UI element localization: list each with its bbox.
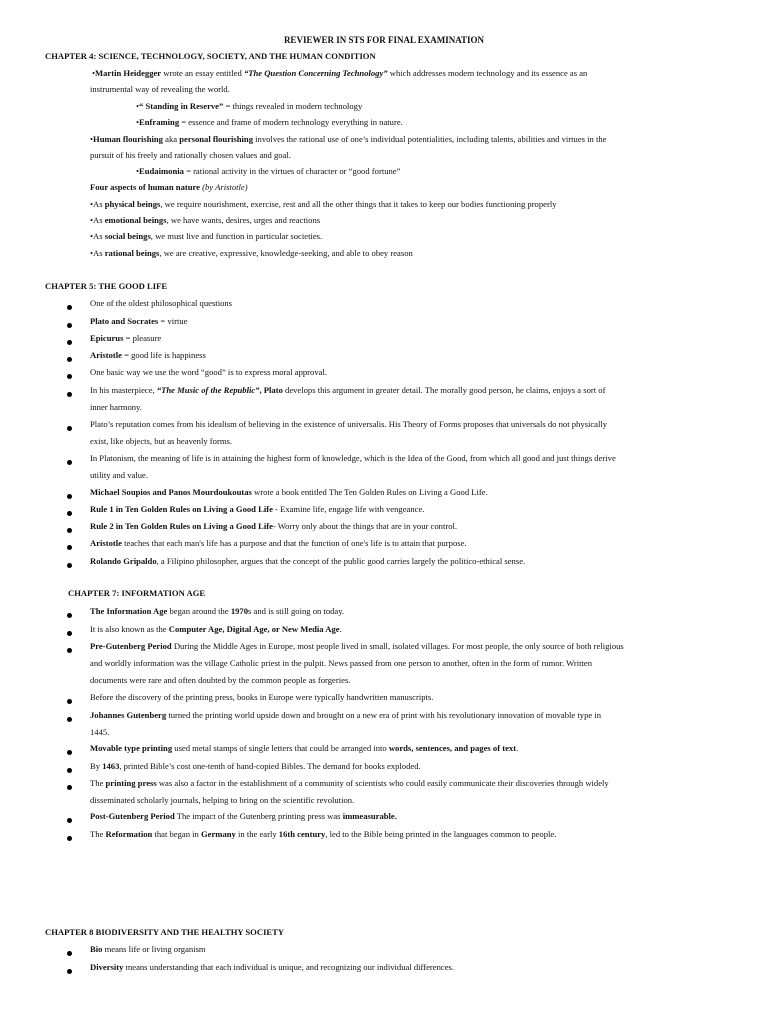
bullet-icon [67,392,72,397]
four-aspects-heading: Four aspects of human nature (by Aristotle) [90,182,248,192]
aspect-physical: •As physical beings, we require nourishment, exercise, rest and all the other things that it takes to keep our bodies functioning properly [90,199,557,209]
list-item-cont: and worldly information was the village Catholic priest in the pulpit. News passed from one person to another, often in the form of rumor. Written [90,658,593,668]
bullet-icon [67,951,72,956]
human-flourishing-line-cont: pursuit of his freely and rationally chosen values and goal. [90,150,291,160]
bullet-icon [67,631,72,636]
list-item: One of the oldest philosophical questions [90,298,233,308]
small-bullet: • [136,101,140,111]
list-item: Plato’s reputation comes from his idealism of believing in the existence of universalis. His Theory of Forms proposes that universals do not physically [90,419,608,429]
small-bullet: • [90,231,94,241]
enframing-line: •Enframing = essence and frame of modern technology everything in nature. [136,117,403,127]
bullet-icon [67,768,72,773]
small-bullet: • [136,166,140,176]
bullet-icon [67,340,72,345]
bullet-icon [67,785,72,790]
list-item: Before the discovery of the printing press, books in Europe were typically handwritten manuscripts. [90,692,434,702]
standing-reserve-line: •“ Standing in Reserve” = things revealed in modern technology [136,101,363,111]
bullet-icon [67,374,72,379]
aspect-emotional: •As emotional beings, we have wants, desires, urges and reactions [90,215,321,225]
list-item: Aristotle = good life is happiness [90,350,206,360]
small-bullet: • [90,134,94,144]
list-item: Plato and Socrates = virtue [90,316,188,326]
chapter-7-heading: CHAPTER 7: INFORMATION AGE [68,588,206,598]
bullet-icon [67,836,72,841]
list-item: By 1463, printed Bible’s cost one-tenth of hand-copied Bibles. The demand for books exploded. [90,761,421,771]
list-item: One basic way we use the word “good” is to express moral approval. [90,367,327,377]
list-item: The Information Age began around the 1970s and is still going on today. [90,606,345,616]
bullet-icon [67,699,72,704]
list-item: It is also known as the Computer Age, Digital Age, or New Media Age. [90,624,342,634]
eudaimonia-line: •Eudaimonia = rational activity in the virtues of character or “good fortune” [136,166,401,176]
bullet-icon [67,305,72,310]
small-bullet: • [90,199,94,209]
small-bullet: • [92,68,96,78]
heidegger-line-cont: instrumental way of revealing the world. [90,84,230,94]
list-item: Movable type printing used metal stamps of single letters that could be arranged into words, sentences, and pages of text. [90,743,519,753]
list-item: Johannes Gutenberg turned the printing world upside down and brought on a new era of print with his revolutionary innovation of movable type in [90,710,602,720]
list-item-cont: inner harmony. [90,402,142,412]
list-item-cont: disseminated scholarly journals, helping to bring on the scientific revolution. [90,795,355,805]
list-item: The printing press was also a factor in the establishment of a community of scientists who could easily communicate their discoveries through widely [90,778,609,788]
list-item: Diversity means understanding that each individual is unique, and recognizing our individual differences. [90,962,455,972]
list-item-cont: utility and value. [90,470,148,480]
human-flourishing-line: •Human flourishing aka personal flourishing involves the rational use of one’s individual potentialities, including talents, abilities and virtues in the [90,134,607,144]
list-item-cont: 1445. [90,727,110,737]
chapter-4-heading: CHAPTER 4: SCIENCE, TECHNOLOGY, SOCIETY, AND THE HUMAN CONDITION [45,51,376,61]
bullet-icon [67,545,72,550]
bullet-icon [67,563,72,568]
small-bullet: • [90,248,94,258]
bullet-icon [67,717,72,722]
bullet-icon [67,750,72,755]
bullet-icon [67,528,72,533]
list-item: Rule 2 in Ten Golden Rules on Living a Good Life- Worry only about the things that are in your control. [90,521,458,531]
list-item: Pre-Gutenberg Period During the Middle Ages in Europe, most people lived in small, isolated villages. For most people, the only source of both religious [90,641,624,651]
bullet-icon [67,969,72,974]
heidegger-line: •Martin Heidegger wrote an essay entitled “The Question Concerning Technology” which addresses modern technology and its essence as an [92,68,588,78]
bullet-icon [67,323,72,328]
list-item: Rule 1 in Ten Golden Rules on Living a Good Life - Examine life, engage life with vengeance. [90,504,425,514]
bullet-icon [67,426,72,431]
document-title: REVIEWER IN STS FOR FINAL EXAMINATION [283,35,485,45]
list-item: The Reformation that began in Germany in the early 16th century, led to the Bible being printed in the languages common to people. [90,829,557,839]
bullet-icon [67,818,72,823]
bullet-icon [67,648,72,653]
bullet-icon [67,613,72,618]
bullet-icon [67,460,72,465]
aspect-rational: •As rational beings, we are creative, expressive, knowledge-seeking, and able to obey reason [90,248,413,258]
list-item: In Platonism, the meaning of life is in attaining the highest form of knowledge, which is the Idea of the Good, from which all good and just things derive [90,453,616,463]
bullet-icon [67,511,72,516]
aspect-social: •As social beings, we must live and function in particular societies. [90,231,323,241]
small-bullet: • [90,215,94,225]
list-item: Bio means life or living organism [90,944,206,954]
list-item: Michael Soupios and Panos Mourdoukoutas wrote a book entitled The Ten Golden Rules on Living a Good Life. [90,487,488,497]
list-item-cont: exist, like objects, but as heavenly forms. [90,436,233,446]
list-item: Post-Gutenberg Period The impact of the Gutenberg printing press was immeasurable. [90,811,397,821]
chapter-5-heading: CHAPTER 5: THE GOOD LIFE [45,281,168,291]
small-bullet: • [136,117,140,127]
bullet-icon [67,357,72,362]
chapter-8-heading: CHAPTER 8 BIODIVERSITY AND THE HEALTHY SOCIETY [45,927,285,937]
bullet-icon [67,494,72,499]
list-item: Epicurus = pleasure [90,333,162,343]
list-item: Aristotle teaches that each man's life has a purpose and that the function of one's life is to attain that purpose. [90,538,467,548]
list-item: Rolando Gripaldo, a Filipino philosopher, argues that the concept of the public good carries largely the politico-ethical sense. [90,556,526,566]
list-item: In his masterpiece, “The Music of the Republic”, Plato develops this argument in greater detail. The morally good person, he claims, enjoys a sort of [90,385,606,395]
list-item-cont: documents were rare and often doubted by the common people as forgeries. [90,675,351,685]
